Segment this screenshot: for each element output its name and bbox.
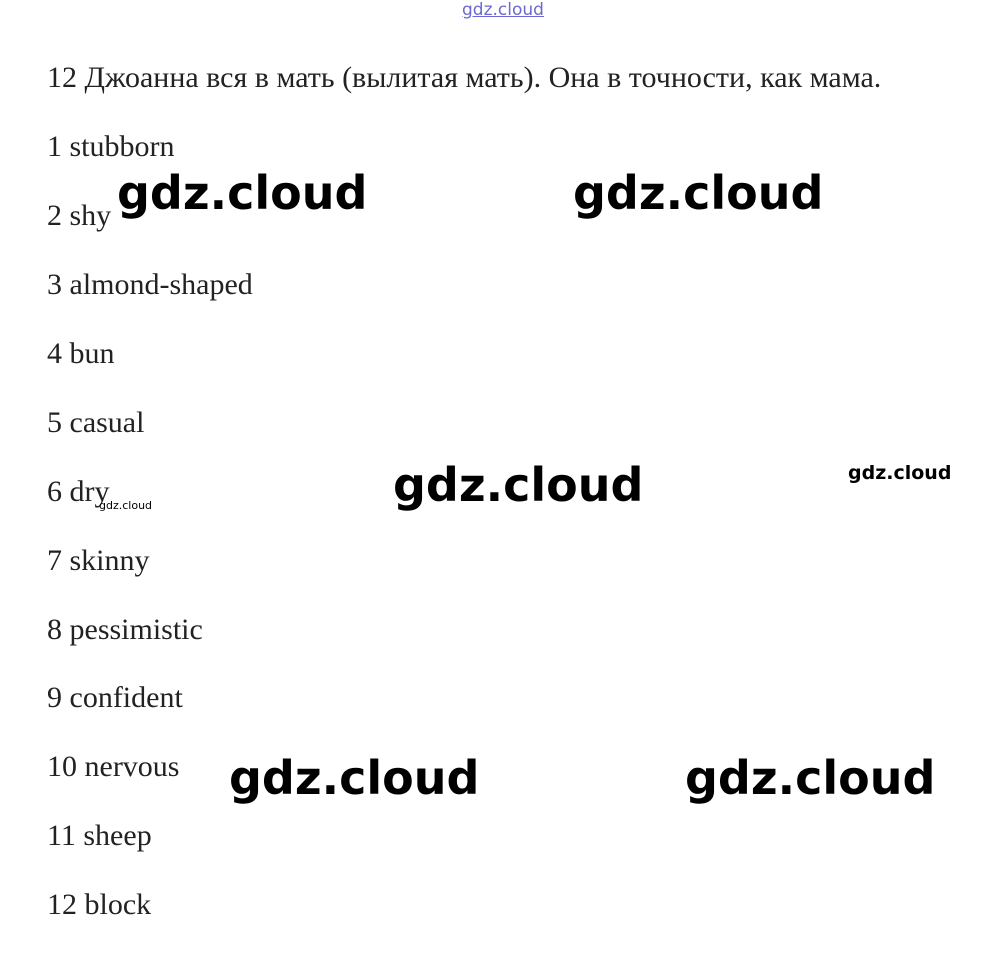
watermark-large: gdz.cloud xyxy=(229,751,480,805)
list-item: 2 shy xyxy=(47,199,112,232)
list-item: 6 dry xyxy=(47,475,110,508)
list-item: 5 casual xyxy=(47,406,145,439)
watermark-tiny: gdz.cloud xyxy=(99,499,153,512)
list-item: 10 nervous xyxy=(47,750,180,783)
list-item: 3 almond-shaped xyxy=(47,268,253,301)
list-item: 8 pessimistic xyxy=(47,613,203,646)
watermark-large: gdz.cloud xyxy=(117,166,368,220)
list-item: 12 block xyxy=(47,888,152,921)
watermark-large: gdz.cloud xyxy=(573,166,824,220)
list-item: 9 confident xyxy=(47,681,183,714)
watermark-small: gdz.cloud xyxy=(848,462,952,484)
list-item: 7 skinny xyxy=(47,544,150,577)
list-item: 4 bun xyxy=(47,337,115,370)
watermark-large: gdz.cloud xyxy=(393,458,644,512)
watermark-large: gdz.cloud xyxy=(685,751,936,805)
watermark-top[interactable]: gdz.cloud xyxy=(462,0,544,20)
translation-line: 12 Джоанна вся в мать (вылитая мать). Она в точности, как мама. xyxy=(47,61,882,94)
list-item: 11 sheep xyxy=(47,819,152,852)
list-item: 1 stubborn xyxy=(47,130,175,163)
